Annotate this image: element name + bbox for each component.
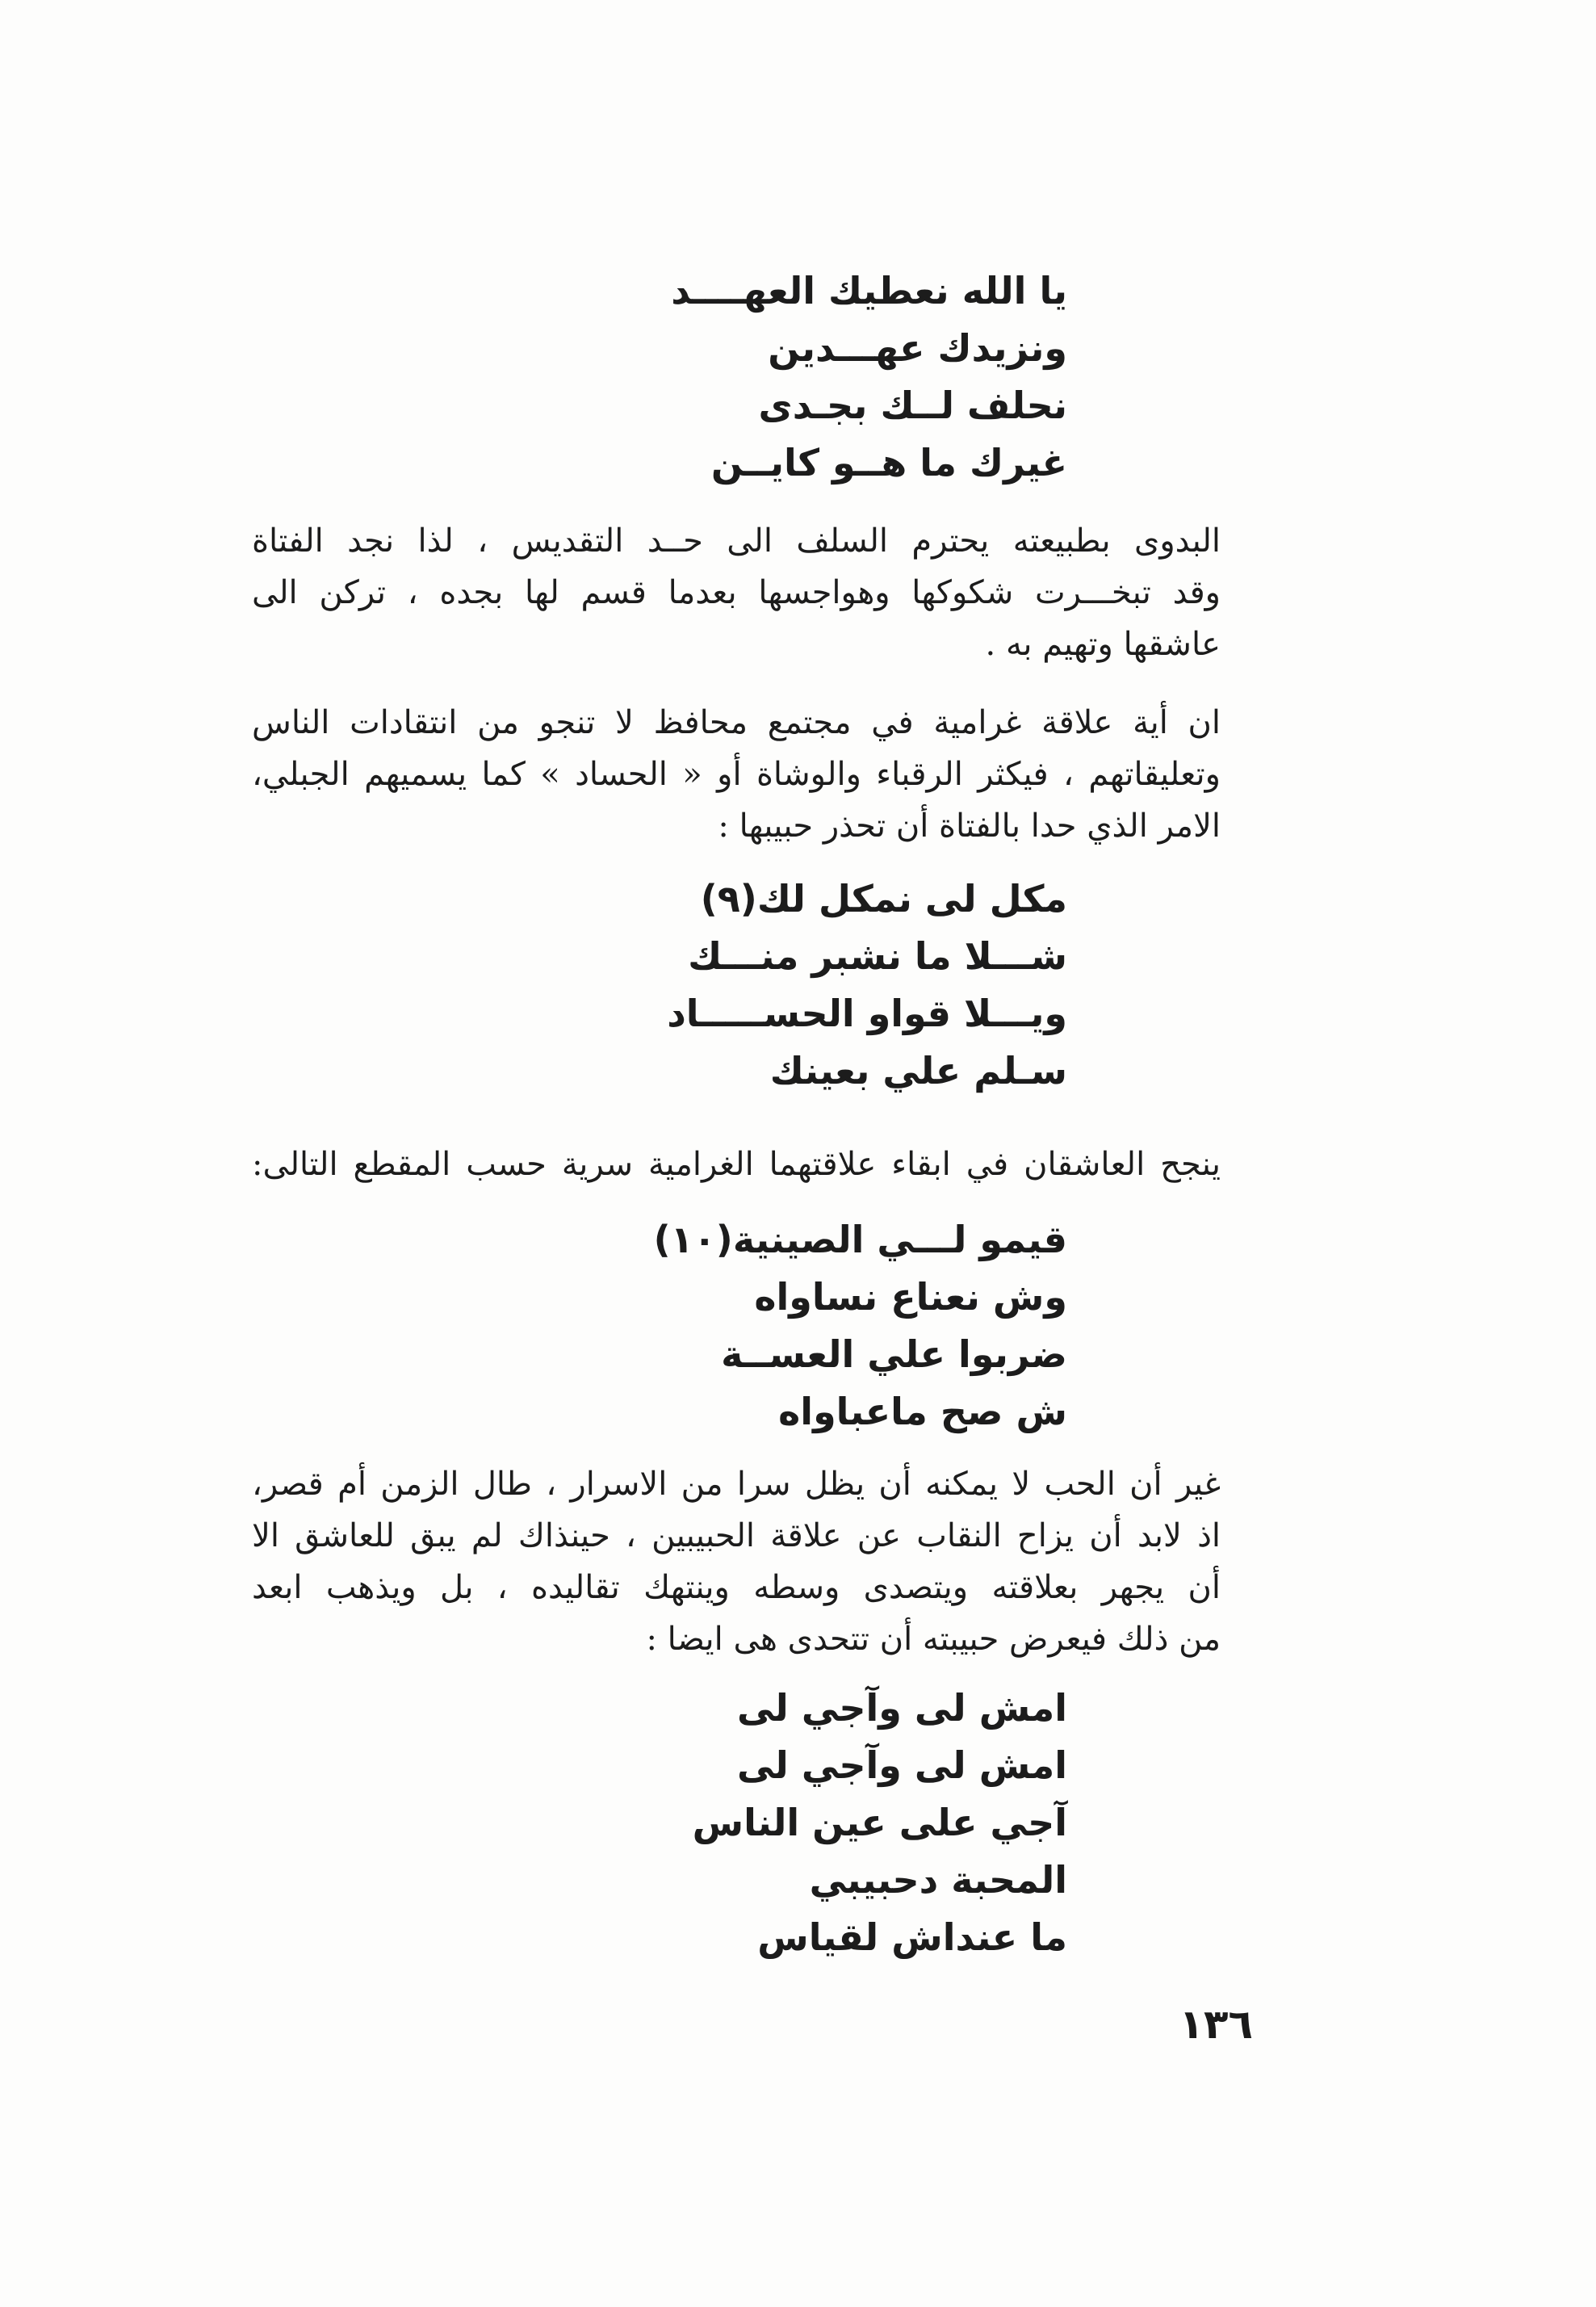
verse-line: غيرك ما هــو كايــن [710,441,1067,484]
verse-line: شـــلا ما نشبر منـــك [688,934,1067,978]
verse-line: ضربوا علي العســة [721,1332,1067,1376]
paragraph-line: أن يجهر بعلاقته ويتصدى وسطه وينتهك تقاليده ، بل ويذهب ابعد [252,1569,1221,1606]
paragraph-line: الامر الذي حدا بالفتاة أن تحذر حبيبها : [718,807,1221,845]
verse-stanza-4 [341,1680,1067,1966]
paragraph-line: غير أن الحب لا يمكنه أن يظل سرا من الاسرار ، طال الزمن أم قصر، [252,1466,1221,1503]
verse-line: وش نعناع نساواه [754,1275,1067,1319]
paragraph-line: وتعليقاتهم ، فيكثر الرقباء والوشاة أو « الحساد » كما يسميهم الجبلي، [252,756,1221,793]
paragraph-2 [252,697,1221,852]
verse-stanza-2 [341,870,1067,1100]
verse-line: امش لى وآجي لى [737,1686,1067,1730]
verse-line: نحلف لــك بجـدى [758,384,1067,427]
verse-line: قيمو لـــي الصينية(١٠) [653,1218,1067,1261]
verse-line: امش لى وآجي لى [737,1743,1067,1787]
paragraph-3 [252,1139,1221,1190]
paragraph-line: اذ لابد أن يزاح النقاب عن علاقة الحبيبين ، حينذاك لم يبق للعاشق الا [252,1517,1221,1554]
verse-stanza-3 [341,1211,1067,1441]
verse-line: ش صح ماعباواه [778,1390,1067,1433]
verse-line: ما عنداش لقياس [757,1915,1067,1959]
paragraph-line: من ذلك فيعرض حبيبته أن تتحدى هى ايضا : [646,1621,1221,1658]
paragraph-line: عاشقها وتهيم به . [985,626,1221,663]
page-number: ١٣٦ [1179,2001,1253,2048]
paragraph-line: البدوى بطبيعته يحترم السلف الى حــد التقديس ، لذا نجد الفتاة [252,522,1221,560]
verse-line: ونزيدك عهـــدين [768,326,1067,370]
verse-line: آجي على عين الناس [692,1801,1067,1844]
paragraph-4 [252,1458,1221,1665]
paragraph-line: وقد تبخـــرت شكوكها وهواجسها بعدما قسم لها بجده ، تركن الى [252,574,1221,611]
verse-line: المحبة دحبيبي [809,1858,1067,1902]
verse-line: سـلم علي بعينك [769,1049,1067,1093]
paragraph-line: ان أية علاقة غرامية في مجتمع محافظ لا تنجو من انتقادات الناس [252,704,1221,741]
verse-line: يا الله نعطيك العهــــد [671,269,1067,312]
paragraph-1 [252,515,1221,670]
verse-line: مكل لى نمكل لك(٩) [700,877,1067,921]
verse-line: ويـــلا قواو الحســـــاد [667,992,1067,1035]
verse-stanza-1 [341,262,1067,492]
paragraph-line: ينجح العاشقان في ابقاء علاقتهما الغرامية سرية حسب المقطع التالى: [252,1146,1221,1183]
